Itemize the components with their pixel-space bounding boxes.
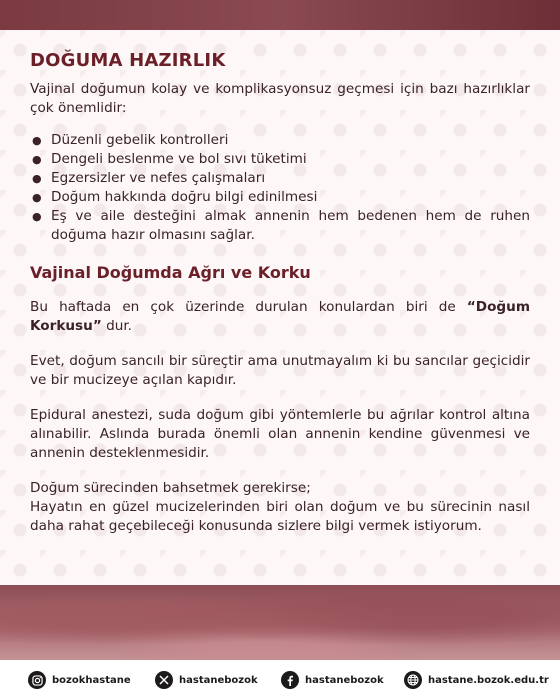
top-band <box>0 0 560 30</box>
page-title: DOĞUMA HAZIRLIK <box>30 50 226 71</box>
instagram-icon <box>28 671 46 689</box>
preparation-list <box>30 131 530 245</box>
emphasis-text: “Doğum Korkusu” <box>30 299 530 334</box>
globe-icon <box>404 671 422 689</box>
paragraph-pain: Evet, doğum sancılı bir süreçtir ama unutmayalım ki bu sancılar geçicidir ve bir mucizeye açılan kapıdır. <box>30 353 530 388</box>
decorative-photo-strip <box>0 585 560 660</box>
list-item: ● Doğum hakkında doğru bilgi edinilmesi <box>30 188 530 207</box>
paragraph-epidural: Epidural anestezi, suda doğum gibi yöntemlerle bu ağrılar kontrol altına alınabilir. Aslında burada önemli olan annenin kendine güvenmesi ve annenin desteklenmesidir. <box>30 407 530 461</box>
intro-paragraph: Vajinal doğumun kolay ve komplikasyonsuz geçmesi için bazı hazırlıklar çok önemlidir: <box>30 81 530 116</box>
paragraph-process: Hayatın en güzel mucizelerinden biri olan doğum ve bu sürecinin nasıl daha rahat geçebileceği konusunda sizlere bilgi vermek istiyorum. <box>30 499 530 534</box>
list-item: ● Egzersizler ve nefes çalışmaları <box>30 169 530 188</box>
website-url: hastane.bozok.edu.tr <box>428 674 549 686</box>
facebook-icon <box>281 671 299 689</box>
x-icon <box>155 671 173 689</box>
paragraph-process-intro: Doğum sürecinden bahsetmek gerekirse; <box>30 480 311 496</box>
list-item: ● Eş ve aile desteğini almak annenin hem bedenen hem de ruhen doğuma hazır olmasını sağlar. <box>30 207 530 245</box>
list-item: ● Dengeli beslenme ve bol sıvı tüketimi <box>30 150 530 169</box>
paragraph-text: Bu haftada en çok üzerinde durulan konulardan biri de <box>30 299 467 315</box>
instagram-handle: bozokhastane <box>52 674 131 686</box>
x-handle: hastanebozok <box>179 674 258 686</box>
footer <box>0 660 560 700</box>
list-item: ● Düzenli gebelik kontrolleri <box>30 131 530 150</box>
paragraph-fear <box>30 298 530 336</box>
website-link[interactable] <box>404 671 549 689</box>
facebook-handle: hastanebozok <box>305 674 384 686</box>
facebook-link[interactable] <box>281 671 384 689</box>
paragraph-text: dur. <box>101 318 132 334</box>
instagram-link[interactable] <box>28 671 131 689</box>
x-link[interactable] <box>155 671 258 689</box>
section-heading: Vajinal Doğumda Ağrı ve Korku <box>30 263 311 282</box>
